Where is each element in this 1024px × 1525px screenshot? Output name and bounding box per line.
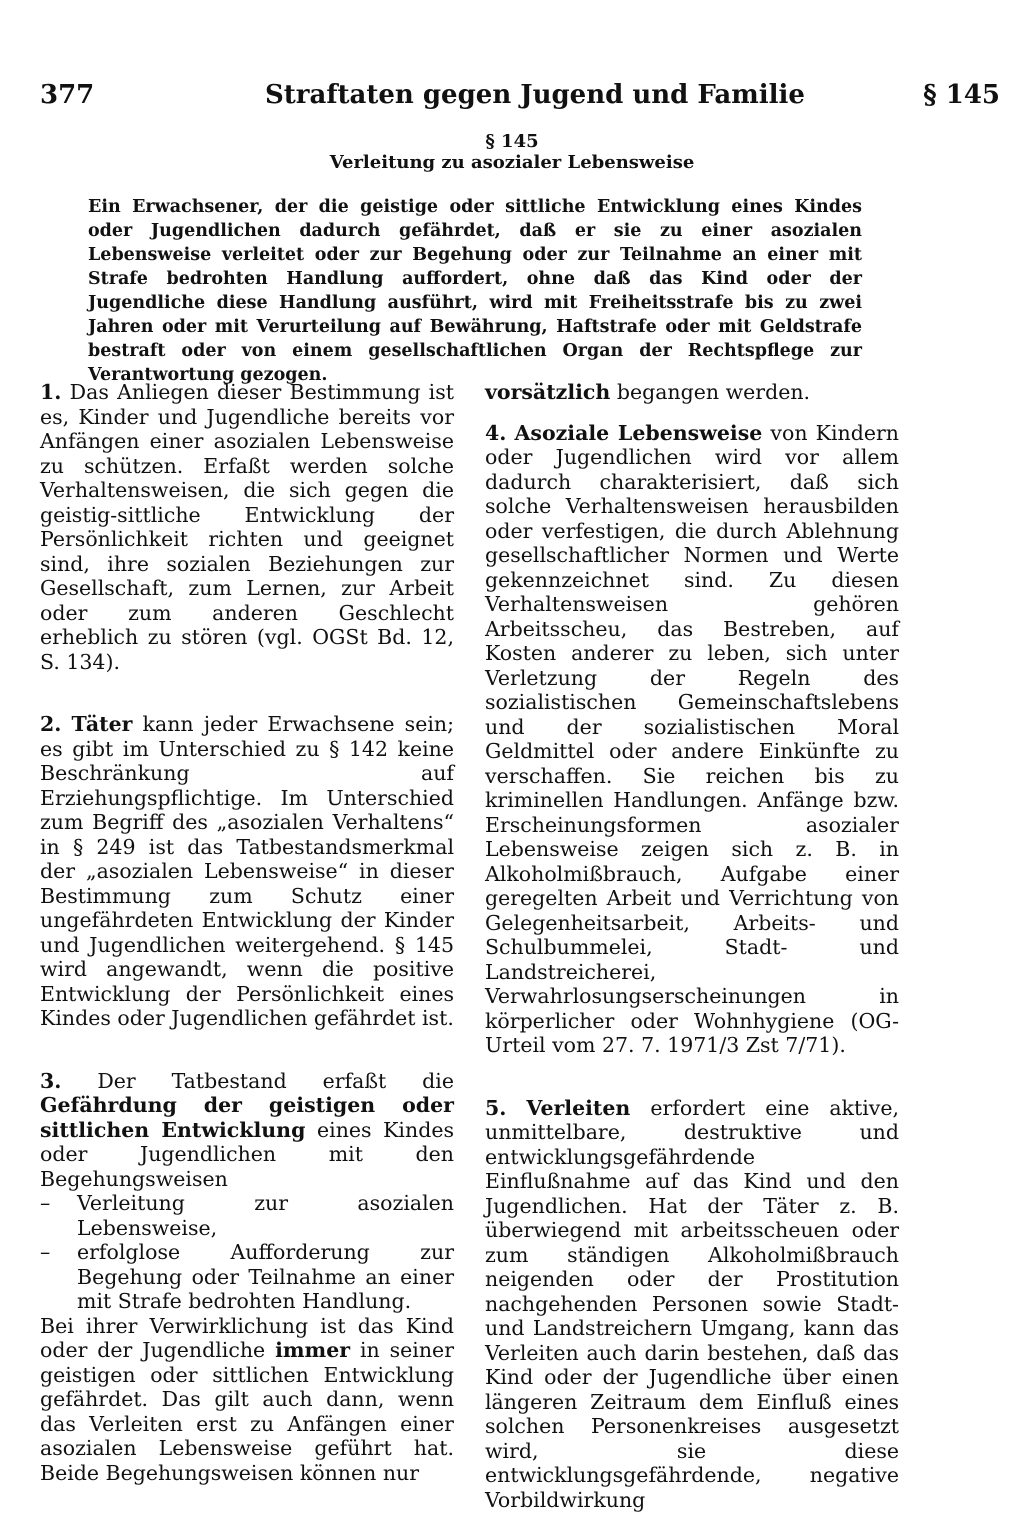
- section-title: Verleitung zu asozialer Lebensweise: [329, 152, 695, 173]
- page-number: 377: [40, 80, 95, 110]
- paragraph-term: Verleiten: [526, 1095, 631, 1120]
- paragraph-text: erfordert eine aktive, unmittelbare, destruktive und entwicklungsgefährdende Einflußnahme auf das Kind und den Jugendlichen. Hat der Täter z. B. überwiegend mit arbeitsscheuen oder zum ständigen Alkoholmißbrauch neigenden oder der Prostitution nachgehenden Personen sowie Stadt- und Landstreichern Umgang, kann das Verleiten auch darin bestehen, daß das Kind oder der Jugendliche über einen längeren Zeitraum dem Einfluß eines solchen Personenkreises ausgesetzt wird, sie diese entwicklungsgefährdende, negative Vorbildwirkung: [485, 1095, 899, 1512]
- statute-text: Ein Erwachsener, der die geistige oder sittliche Entwicklung eines Kindes oder Jugendlichen dadurch gefährdet, daß er sie zu einer asozialen Lebensweise verleitet oder zur Begehung oder zur Teilnahme an einer mit Strafe bedrohten Handlung auffordert, ohne daß das Kind oder der Jugendliche diese Handlung ausführt, wird mit Freiheitsstrafe bis zu zwei Jahren oder mit Verurteilung auf Bewährung, Haftstrafe oder mit Geldstrafe bestraft oder von einem gesellschaftlichen Organ der Rechtspflege zur Verantwortung gezogen.: [88, 197, 862, 385]
- list-dash: –: [40, 1240, 51, 1264]
- running-header: [40, 80, 1000, 120]
- commentary-paragraph-3-continued: [40, 1314, 454, 1486]
- paragraph-number: 3.: [40, 1068, 62, 1093]
- list-item-text: erfolglose Aufforderung zur Begehung oder Teilnahme an einer mit Strafe bedrohten Handlung.: [77, 1240, 454, 1313]
- commentary-paragraph-4: [485, 421, 899, 1058]
- paragraph-text: in seiner geistigen oder sittlichen Entwicklung gefährdet. Das gilt auch dann, wenn das Verleiten erst zu Anfängen einer asozialen Lebensweise geführt hat. Beide Begehungsweisen können nur: [40, 1338, 454, 1485]
- commentary-paragraph-3: [40, 1069, 454, 1192]
- list-item-text: Verleitung zur asozialen Lebensweise,: [77, 1191, 454, 1240]
- paragraph-number: 5.: [485, 1095, 507, 1120]
- paragraph-term: Täter: [71, 712, 133, 736]
- commentary-column-left: [40, 380, 454, 1485]
- paragraph-text: kann jeder Erwachsene sein; es gibt im Unterschied zu § 142 keine Beschränkung auf Erziehungspflichtige. Im Unterschied zum Begriff des „asozialen Verhaltens“ in § 249 ist das Tatbestandsmerkmal der „asozialen Lebensweise“ in dieser Bestimmung zum Schutz einer ungefährdeten Entwicklung der Kinder und Jugendlichen weitergehend. § 145 wird angewandt, wenn die positive Entwicklung der Persönlichkeit eines Kindes oder Jugendlichen gefährdet ist.: [40, 712, 454, 1030]
- paragraph-term: immer: [275, 1338, 351, 1362]
- paragraph-term: Gefährdung der geistigen oder sittlichen Entwicklung: [40, 1093, 454, 1142]
- paragraph-text: Bei ihrer Verwirklichung ist das Kind oder der Jugendliche: [40, 1313, 454, 1362]
- commentary-paragraph-1: [40, 380, 454, 674]
- list-dash: –: [40, 1191, 51, 1215]
- paragraph-term: vorsätzlich: [485, 380, 611, 404]
- commentary-paragraph-3-end: [485, 380, 899, 405]
- paragraph-number: 1.: [40, 380, 62, 404]
- paragraph-term: Asoziale Lebensweise: [514, 420, 763, 445]
- paragraph-text: Der Tatbestand erfaßt die: [97, 1068, 454, 1093]
- paragraph-text: begangen werden.: [616, 380, 811, 404]
- running-title: Straftaten gegen Jugend und Familie: [265, 80, 805, 110]
- paragraph-text: eines Kindes oder Jugendlichen mit den Begehungsweisen: [40, 1117, 454, 1191]
- commentary-column-right: [485, 380, 899, 1512]
- list-item: [40, 1240, 454, 1314]
- commentary-paragraph-2: [40, 712, 454, 1031]
- list-item: [40, 1191, 454, 1240]
- header-section-ref: § 145: [923, 80, 1000, 110]
- paragraph-text: Das Anliegen dieser Bestimmung ist es, Kinder und Jugendliche bereits vor Anfängen einer asozialen Lebensweise zu schützen. Erfaßt werden solche Verhaltensweisen, die sich gegen die geistig-sittliche Entwicklung der Persönlichkeit richten und geeignet sind, ihre sozialen Beziehungen zur Gesellschaft, zum Lernen, zur Arbeit oder zum anderen Geschlecht erheblich zu stören (vgl. OGSt Bd. 12, S. 134).: [40, 380, 454, 674]
- paragraph-number: 2.: [40, 712, 62, 736]
- paragraph-number: 4.: [485, 420, 507, 445]
- section-heading: § 145: [485, 131, 539, 152]
- paragraph-text: von Kindern oder Jugendlichen wird vor allem dadurch charakterisiert, daß sich solche Verhaltensweisen herausbilden oder verfestigen, die durch Ablehnung gesellschaftlicher Normen und Werte gekennzeichnet sind. Zu diesen Verhaltensweisen gehören Arbeitsscheu, das Bestreben, auf Kosten anderer zu leben, sich unter Verletzung der Regeln des sozialistischen Gemeinschaftslebens und der sozialistischen Moral Geldmittel oder andere Einkünfte zu verschaffen. Sie reichen bis zu kriminellen Handlungen. Anfänge bzw. Erscheinungsformen asozialer Lebensweise zeigen sich z. B. in Alkoholmißbrauch, Aufgabe einer geregelten Arbeit und Verrichtung von Gelegenheitsarbeit, Arbeits- und Schulbummelei, Stadt- und Landstreicherei, Verwahrlosungserscheinungen in körperlicher oder Wohnhygiene (OG-Urteil vom 27. 7. 1971/3 Zst 7/71).: [485, 420, 899, 1057]
- commentary-paragraph-5: [485, 1096, 899, 1513]
